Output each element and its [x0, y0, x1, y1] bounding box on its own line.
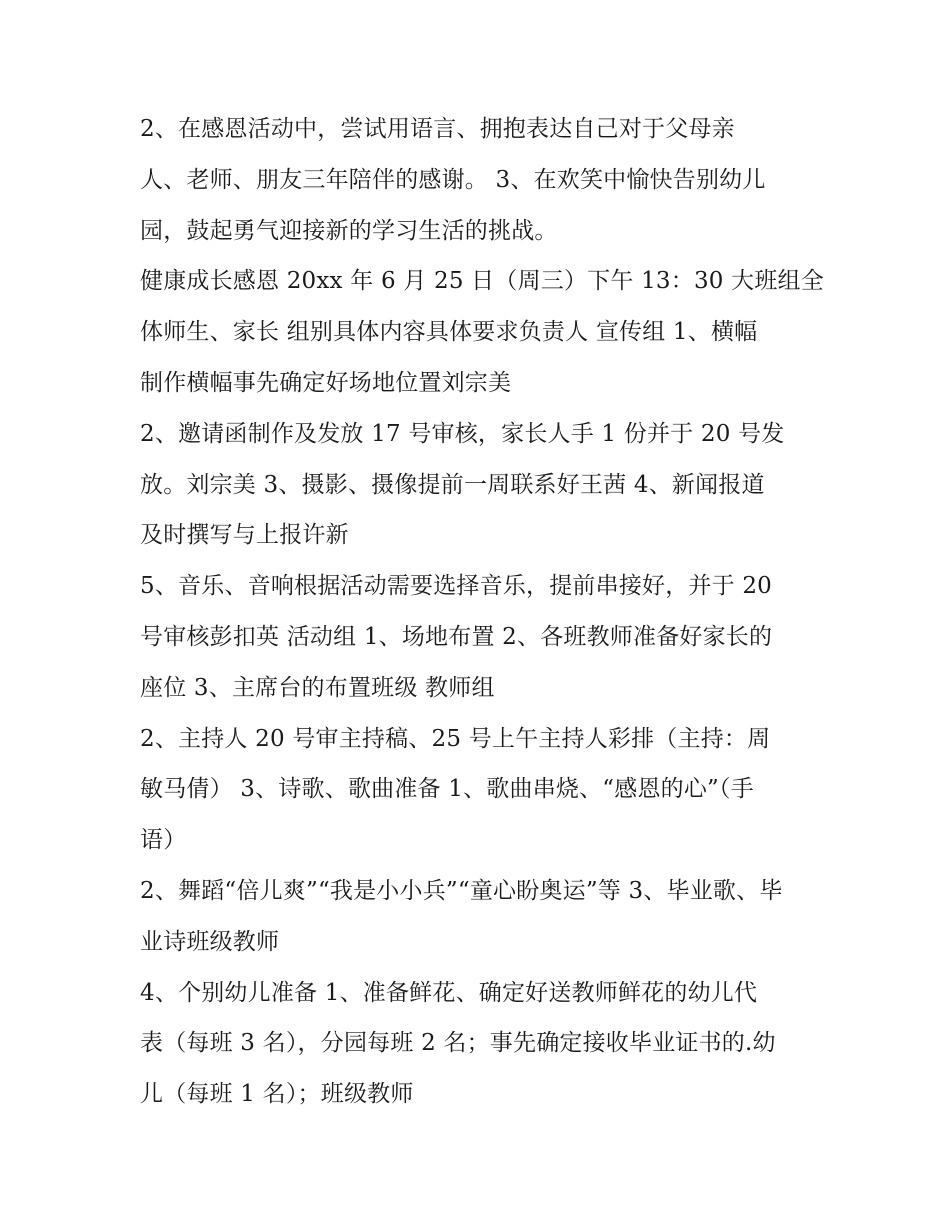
paragraph-invitation	[140, 409, 820, 561]
paragraph-child-preparation	[140, 968, 820, 1120]
text-line: 语）	[140, 827, 187, 854]
text-line: 4、个别幼儿准备 1、准备鲜花、确定好送教师鲜花的幼儿代	[140, 979, 758, 1006]
text-line: 表（每班 3 名），分园每班 2 名；事先确定接收毕业证书的.幼	[140, 1030, 776, 1057]
text-line: 业诗班级教师	[140, 928, 280, 955]
text-line: 2、邀请函制作及发放 17 号审核，家长人手 1 份并于 20 号发	[140, 420, 785, 447]
text-line: 2、舞蹈“倍儿爽”“我是小小兵”“童心盼奥运”等 3、毕业歌、毕	[140, 877, 783, 904]
text-line: 制作横幅事先确定好场地位置刘宗美	[140, 369, 512, 396]
text-line: 健康成长感恩 20xx 年 6 月 25 日（周三）下午 13：30 大班组全	[140, 268, 824, 295]
text-line: 号审核彭扣英 活动组 1、场地布置 2、各班教师准备好家长的	[140, 623, 773, 650]
text-line: 园，鼓起勇气迎接新的学习生活的挑战。	[140, 217, 558, 244]
text-line: 放。刘宗美 3、摄影、摄像提前一周联系好王茜 4、新闻报道	[140, 471, 765, 498]
text-line: 2、在感恩活动中，尝试用语言、拥抱表达自己对于父母亲	[140, 116, 735, 142]
text-line: 及时撰写与上报许新	[140, 522, 349, 549]
paragraph-event-info	[140, 256, 824, 408]
paragraph-music	[140, 561, 820, 713]
text-line: 人、老师、朋友三年陪伴的感谢。 3、在欢笑中愉快告别幼儿	[140, 166, 766, 193]
paragraph-host	[140, 714, 820, 866]
text-line: 体师生、家长 组别具体内容具体要求负责人 宣传组 1、横幅	[140, 319, 758, 346]
text-line: 儿（每班 1 名）；班级教师	[140, 1081, 414, 1108]
text-line: 座位 3、主席台的布置班级 教师组	[140, 674, 495, 701]
paragraph-dance	[140, 866, 820, 968]
paragraph-gratitude-goals	[140, 104, 820, 256]
text-line: 2、主持人 20 号审主持稿、25 号上午主持人彩排（主持：周	[140, 725, 771, 752]
text-line: 敏马倩） 3、诗歌、歌曲准备 1、歌曲串烧、“感恩的心”（手	[140, 776, 754, 803]
document-body	[140, 104, 824, 1120]
text-line: 5、音乐、音响根据活动需要选择音乐，提前串接好，并于 20	[140, 573, 773, 600]
